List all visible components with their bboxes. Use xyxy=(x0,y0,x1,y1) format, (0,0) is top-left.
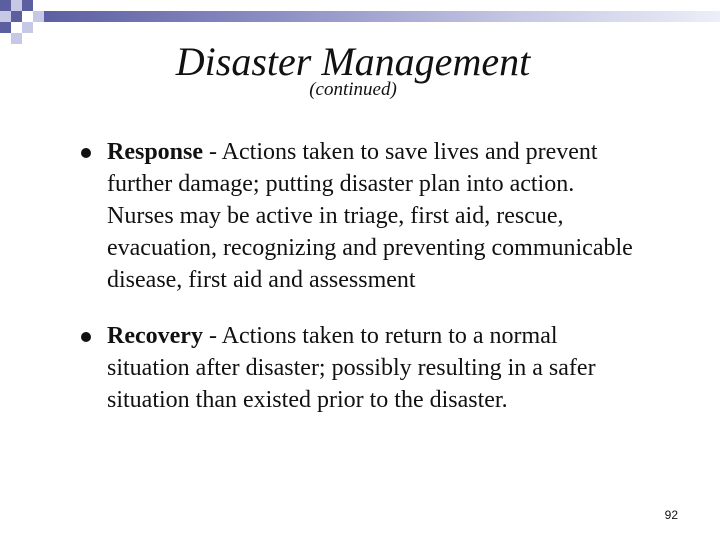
bullet-item-response xyxy=(78,136,638,296)
deco-square xyxy=(22,22,33,33)
page-number: 92 xyxy=(664,508,678,522)
deco-square xyxy=(11,11,22,22)
bullet-text: - Actions taken to return to a normal situation after disaster; possibly resulting in a safer situation than existed prior to the disaster. xyxy=(107,323,596,413)
deco-square xyxy=(33,11,44,22)
deco-square xyxy=(22,0,33,11)
header-gradient-bar xyxy=(44,11,720,22)
bullet-list xyxy=(78,136,638,416)
bullet-dot-icon xyxy=(81,148,91,158)
deco-square xyxy=(0,11,11,22)
slide-title: Disaster Management xyxy=(175,39,531,84)
deco-square xyxy=(0,22,11,33)
bullet-term: Response xyxy=(107,139,204,165)
deco-square xyxy=(0,0,11,11)
bullet-text: - Actions taken to save lives and prevent further damage; putting disaster plan into action. Nurses may be active in triage, first aid, rescue, evacuation, recognizing and preventing communicable disease, first aid and assessment xyxy=(107,139,633,293)
bullet-term: Recovery xyxy=(107,323,203,349)
bullet-dot-icon xyxy=(81,332,91,342)
bullet-item-recovery xyxy=(78,320,638,416)
slide-subtitle: (continued) xyxy=(309,79,397,100)
header-decoration xyxy=(0,0,720,44)
deco-square xyxy=(11,0,22,11)
